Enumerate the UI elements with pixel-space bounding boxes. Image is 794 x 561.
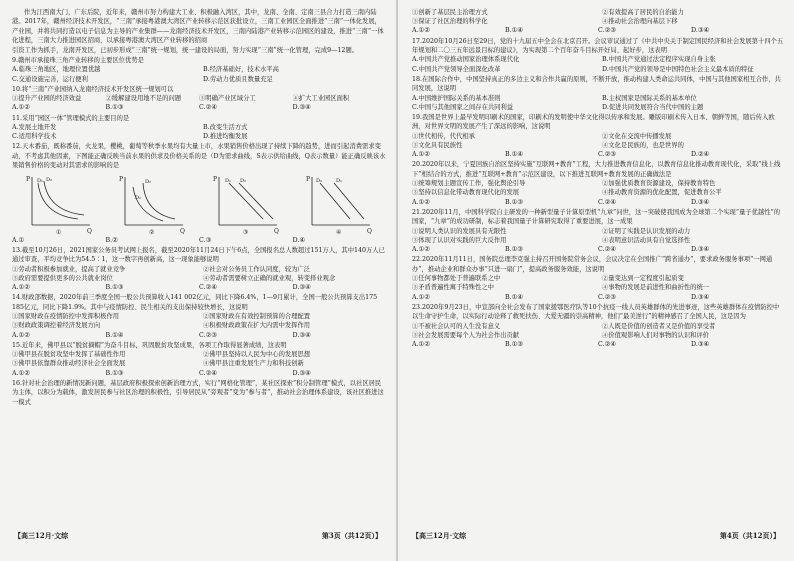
q20-answer-a: A.①② [412,198,430,206]
q20-option-3: ③坚持以信息化带动教育现代化的发展 [412,189,520,197]
q12-chart-label-1: ① [55,228,62,235]
q9-stem: 9.赣州市承接珠三角产业转移的主要区位优势是 [12,57,144,65]
q22-option-2: ②量变达到一定程度引起质变 [602,275,684,283]
q16-answer-c: C.②③ [598,27,616,35]
q10-answer-a: A.①② [12,104,30,112]
q15-answer-c: C.②④ [199,369,217,377]
svg-text:Q: Q [180,227,186,235]
q10-option-3: ③明确产业区域分工 [199,95,256,103]
q23-answer-c: C.②④ [598,340,616,348]
q19-answer-c: C.②③ [598,151,616,159]
q16-option-4: ④推动社会治理向基层下移 [602,18,678,26]
q14-answer-d: D.③④ [292,331,311,339]
q17-option-b: B.中国共产党通过法定程序实现自身主张 [602,56,716,64]
q23-stem: 23.2020年9月23日，中宣部向全社会发布了国家援鄂医疗队等10个抗疫一线人员英雄群体的先进事迹，这些英雄群体在疫情防控中以生命守护生命，以实际行动诠释了救死扶伤、大爱无疆的崇高精神，他们“最美逆行”的精神感召了全国人民，这是因为 [412,303,780,321]
q21-option-1: ①说明人类认识的发展具有无限性 [412,227,507,235]
q15-options [12,350,386,368]
q16-answer-b: B.①④ [505,27,523,35]
q11-options [12,123,386,141]
q20-answer-c: C.②④ [598,198,616,206]
q19-option-3: ③文化具有民族性 [412,142,463,150]
q20-option-1: ①统筹规划主题宣传工作，强化舆论引导 [412,180,526,188]
q19-answer-a: A.①② [412,151,430,159]
svg-text:Q: Q [367,227,373,235]
svg-text:P: P [119,175,124,183]
q13-option-4: ④劳动者需要树立正确的就业观，转变择业观念 [203,274,336,282]
q10-option-2: ②缓解建设用地不足的问题 [105,95,182,103]
q11-option-d: D.推进均衡发展 [203,133,248,141]
q11-option-c: C.适用科学技术 [12,133,57,141]
q17-stem: 17.2020年10月26日至29日，党的十九届五中全会在北京召开。会议审议通过了《中共中央关于制定国民经济和社会发展第十四个五年规划和二〇三五年远景目标的建议》，为实现第二个百年奋斗目标开好局、起好步，这表明 [412,37,784,55]
q20-answer-b: B.①③ [505,198,523,206]
q14-option-3: ③财政政策调控着经济发展方向 [12,322,101,330]
q9-options [12,65,386,83]
q12-chart-4 [304,173,374,235]
q14-answer-c: C.②③ [199,331,217,339]
q12-charts [12,173,386,235]
q13-answer-c: C.②④ [199,284,217,292]
q23-option-1: ①不被社会认可的人生没有意义 [412,322,501,330]
q10-answer-c: C.②④ [199,104,217,112]
q20-options [412,179,784,197]
q10-answers [12,103,386,112]
q10-options [12,94,386,103]
q13-answer-d: D.③④ [292,284,311,292]
q10-answer-b: B.①③ [105,104,124,112]
q21-answer-d: D.③④ [691,246,710,254]
q23-answer-d: D.③④ [691,340,710,348]
q17-options [412,55,784,73]
q15-stem: 15.近年来，佛甲县以“脱贫摘帽”为奋斗目标，巩固脱贫攻坚成果，各项工作取得显著成绩，这表明 [12,341,287,349]
q9-option-b: B.经济基础好，技术水平高 [203,66,279,74]
q23-answer-a: A.①② [412,340,430,348]
q12-chart-2 [117,173,187,235]
svg-text:P: P [212,175,217,183]
q18-options [412,94,784,112]
q12-chart-1 [24,173,94,235]
q21-option-2: ②证明了实践是认识发展的动力 [602,227,691,235]
q23-option-3: ③社会发展需要每个人为社会作出贡献 [412,331,520,339]
right-footer-page: 第4页（共12页）】 [719,531,780,540]
q19-option-4: ④文化是民族的，也是世界的 [602,142,684,150]
q9-option-d: D.劳动力优质且数量充足 [203,75,273,83]
q10-answer-d: D.③④ [292,104,311,112]
left-page [0,0,396,561]
q20-option-4: ④推动教育资源的优化配置，促进教育公平 [602,189,722,197]
q22-answer-c: C.②③ [598,293,616,301]
q15-option-4: ④佛甲县注重发展生产力和科技创新 [203,360,304,368]
q21-option-4: ④表明意识活动具有自觉选择性 [602,236,691,244]
q17-option-c: C.中国共产党领导全面深化改革 [412,65,501,73]
q22-answer-b: B.①④ [505,293,523,301]
q14-answer-a: A.①② [12,331,30,339]
left-footer-title: 【高三12月·文综 [14,531,69,540]
q14-answers [12,331,386,340]
right-page-footer [398,531,794,541]
q9-option-a: A.临珠三角地区，地理位置优越 [12,66,101,74]
q12-answer-b: B.② [105,236,118,244]
q13-answer-b: B.①③ [105,284,124,292]
svg-text:D₁: D₁ [336,177,343,184]
svg-text:D₁: D₁ [135,194,142,201]
q12-answer-d: D.④ [292,236,305,244]
q12-chart-label-2: ② [149,228,155,235]
q18-option-b: B.主权国家是国际关系的基本单位 [602,94,697,102]
q17-option-a: A.中国共产党推动国家治理体系现代化 [412,56,520,64]
q16-answer-a: A.①② [412,27,430,35]
q22-options [412,274,784,292]
q23-options [412,322,784,340]
svg-text:D₂: D₂ [239,177,246,184]
q16-answers [412,26,784,35]
q11-option-a: A.发展土地开发 [12,124,57,132]
q19-option-2: ②文化在交流中传播发展 [602,132,672,140]
q20-option-2: ②加强优质教育资源建设，保持教育特色 [602,180,716,188]
q22-answer-a: A.①② [412,293,430,301]
q10-option-4: ④扩大工业园区面积 [292,95,350,103]
q20-answers [412,198,784,207]
q15-answers [12,369,386,378]
q12-chart-label-4: ④ [336,228,342,235]
q21-answer-c: C.②④ [598,246,616,254]
q16-option-1: ①创新了基层民主治理方式 [412,9,488,16]
q12-answer-c: C.③ [199,236,212,244]
q18-option-a: A.中国维护国际关系的基本准则 [412,94,501,102]
q11-option-b: B.改变生活方式 [203,124,248,132]
right-page [398,0,794,561]
q18-option-c: C.中国与其他国家之间存在共同利益 [412,103,514,111]
q13-options [12,265,386,283]
q18-stem: 18.在国际合作中，中国坚持真正的多边主义和合作共赢的原则，不断开放，推动构建人类命运共同体，中国与其他国家相互合作，共同发展，这说明 [412,75,781,93]
q13-answer-a: A.①② [12,284,30,292]
q20-answer-d: D.③④ [691,198,710,206]
q22-stem: 22.2020年11月11日，国务院总理李克强主持召开国务院常务会议，会议决定在全国推广“跨省通办”，要求政务服务事项“一网通办”，推动企业和群众办事“只进一扇门”，提高政务服务效能，这说明 [412,256,773,273]
svg-text:Q: Q [273,227,279,235]
q21-option-3: ③体现了认识对实践的巨大反作用 [412,236,507,244]
q22-answers [412,293,784,302]
q15-answer-d: D.③④ [292,369,311,377]
right-footer-title: 【高三12月·文综 [412,531,467,540]
q14-stem: 14.财政部数据，2020年前三季度全国一般公共预算收入141 002亿元，同比下降6.4%，1—9月累计，全国一般公共预算支出175 185亿元，同比下降1.9%。其中与疫情防控、民生相关的支出保持较快增长，这说明 [12,294,378,311]
q21-answers [412,245,784,254]
q19-answers [412,150,784,159]
q21-answer-b: B.①③ [505,246,523,254]
svg-text:D₂: D₂ [316,177,323,184]
q13-option-1: ①劳动者积极参加就业，提高了就业竞争 [12,265,126,273]
q23-answer-b: B.①③ [505,340,523,348]
q22-option-3: ③矛盾普遍性寓于特殊性之中 [412,284,494,292]
q13-answers [12,283,386,292]
left-page-footer [0,531,396,541]
q22-answer-d: D.③④ [691,293,710,301]
q22-option-4: ④事物的发展是前进性和曲折性的统一 [602,284,710,292]
q15-option-2: ②佛甲县坚持以人民为中心的发展思想 [203,351,311,359]
q11-stem: 11.采用“园区一体”管理模式的主要目的是 [12,114,130,122]
q14-option-1: ①国家财政在疫情防控中发挥积极作用 [12,313,120,321]
q21-stem: 21.2020年11月，中国科学院自主研发的一种新型量子计算原型机“九章”问世，这一突破使我国成为全球第二个实现“量子优越性”的国家，“九章”的成功研制，标志着我国量子计算研究取得了重要进展，这一成果 [412,208,781,226]
intro-line-1: 作为江西南大门，广东后院，近年来，赣州市努力构建大工业、积极融入湾区，其中，龙南、全南、定南三县合力打造三南内陆港。2017年，赣州经济技术开发区，“三南”承接粤港澳大湾区产业转移示范区获批设立，三南工业园区全面推进“三南”一体化发展， [12,9,381,26]
svg-text:D₂: D₂ [145,178,152,185]
q13-stem: 13.截至10月26日，2021国家公务员考试网上报名，截至2020年11月24日下午6点，全国报名总人数超过151万人，其中140万人已通过审查，平均竞争比为54.5∶1，这一数字再创新高，这一现象能够说明 [12,246,385,264]
intro-line-3: 引资工作为抓手，龙南开发区，已初步形成“三南”统一规划，统一建设的局面，努力实现“三南”统一化管理，完成9—12题。 [12,46,359,54]
q23-answers [412,340,784,349]
q19-answer-d: D.②④ [691,151,710,159]
q14-answer-b: B.①④ [105,331,124,339]
q19-stem: 19.我国是世界上最早发明印刷术的国家，印刷术的发明使中华文化得以传承和发展。雕版印刷术传入日本、朝鲜等国，随后传入欧洲，对世界文明的发展产生了深远的影响，这说明 [412,114,775,131]
svg-text:D₁: D₁ [224,177,231,184]
q16-answer-d: D.③④ [691,27,710,35]
svg-text:D₂: D₂ [45,176,52,183]
q16-option-2: ②有效提高了居民的自治能力 [602,9,684,16]
q13-option-2: ②社会对公务员工作认同度，较为广泛 [203,265,311,273]
q20-stem: 20.2020年以来，宁夏回族自治区坚持实施“互联网+教育”工程，大力推进教育信息化，以教育信息化推动教育现代化，采取“线上线下”相结合的方式，推进“互联网+教育”示范区建设，以下推进互联网+教育发展的正确做法是 [412,161,781,178]
q10-option-1: ①提升产业园的经济效益 [12,95,82,103]
q16-option-3: ③保证了社区治理的科学化 [412,18,488,26]
q18-option-d: D.促进共同发展符合当代中国的主题 [602,103,704,111]
q13-option-3: ③政府需要提供更多的公共就业岗位 [12,274,113,282]
q21-options [412,227,784,245]
q15-option-1: ①佛甲县在脱贫攻坚中发挥了基础性作用 [12,351,126,359]
q15-answer-b: B.①③ [105,369,124,377]
svg-text:P: P [306,175,311,183]
q15-answer-a: A.①② [12,369,30,377]
q10-stem: 10.将“三南”产业园纳入龙南经济技术开发区统一规划可以 [12,85,174,93]
q14-options [12,312,386,330]
q12-chart-3 [211,173,281,235]
svg-text:P: P [25,175,30,183]
left-footer-page: 第3页（共12页）】 [321,531,382,540]
q19-option-1: ①世代相传，代代相承 [412,132,475,140]
q23-option-4: ④价值观影响人们对事物的认识和评价 [602,331,710,339]
q12-stem: 12.天木番茄，既称番茄，火龙果，樱桃，葡萄等秋季水果均有大量上市，水果销售价格出现了持续下降的趋势，进而引起消费需求变动，不考虑其他因素，下图能正确反映当前水果的供求及价格关系的是（D为需求曲线，S表示供给曲线，Q表示数量）能正确反映该水果销售价格的变动对其需求的影响的是 [12,143,386,170]
q22-option-1: ①任何事物都处于普遍联系之中 [412,275,501,283]
svg-text:Q: Q [86,227,92,235]
q12-answer-a: A.① [12,236,25,244]
q21-answer-a: A.①② [412,246,430,254]
q9-option-c: C.交通设施完善，运行便利 [12,75,88,83]
q17-option-d: D.中国共产党的领导是中国特色社会主义最本质的特征 [602,65,754,73]
q15-option-3: ③佛甲县依靠群众推动经济社会全面发展 [12,360,126,368]
svg-text:D₁: D₁ [36,177,43,184]
q19-answer-b: B.①④ [505,151,523,159]
q19-options [412,132,784,150]
q16-options [412,8,784,26]
intro-line-2: 产业园，并将共同打造以电子信息为主导的产业集群——龙南经济技术开发区，三南内陆港产业转移示范园区的建设，推进“三南”一体化进程，三南大力推进园区招商，以承接粤港澳大湾区产业转移的招商 [12,27,384,45]
q23-option-2: ②人既是价值的创造者又是价值的享受者 [602,322,716,330]
q14-option-2: ②国家财政在有效控制预算的合理配置 [203,313,311,321]
q14-option-4: ④积极财政政策在扩大内需中发挥作用 [203,322,311,330]
q12-chart-label-3: ③ [242,228,249,235]
q16-stem: 16.针对社会治理的新情况新问题，基层政府积极探索创新治理方式，实行“网格化管理”，某社区探索“积分制管理”模式，以社区居民为主体，以积分为载体，激发居民参与社区治理的积极性，引导居民从“旁观者”变为“参与者”，推动社会治理体系建设，该社区推进这一模式 [12,379,384,406]
q12-answers [12,236,386,245]
